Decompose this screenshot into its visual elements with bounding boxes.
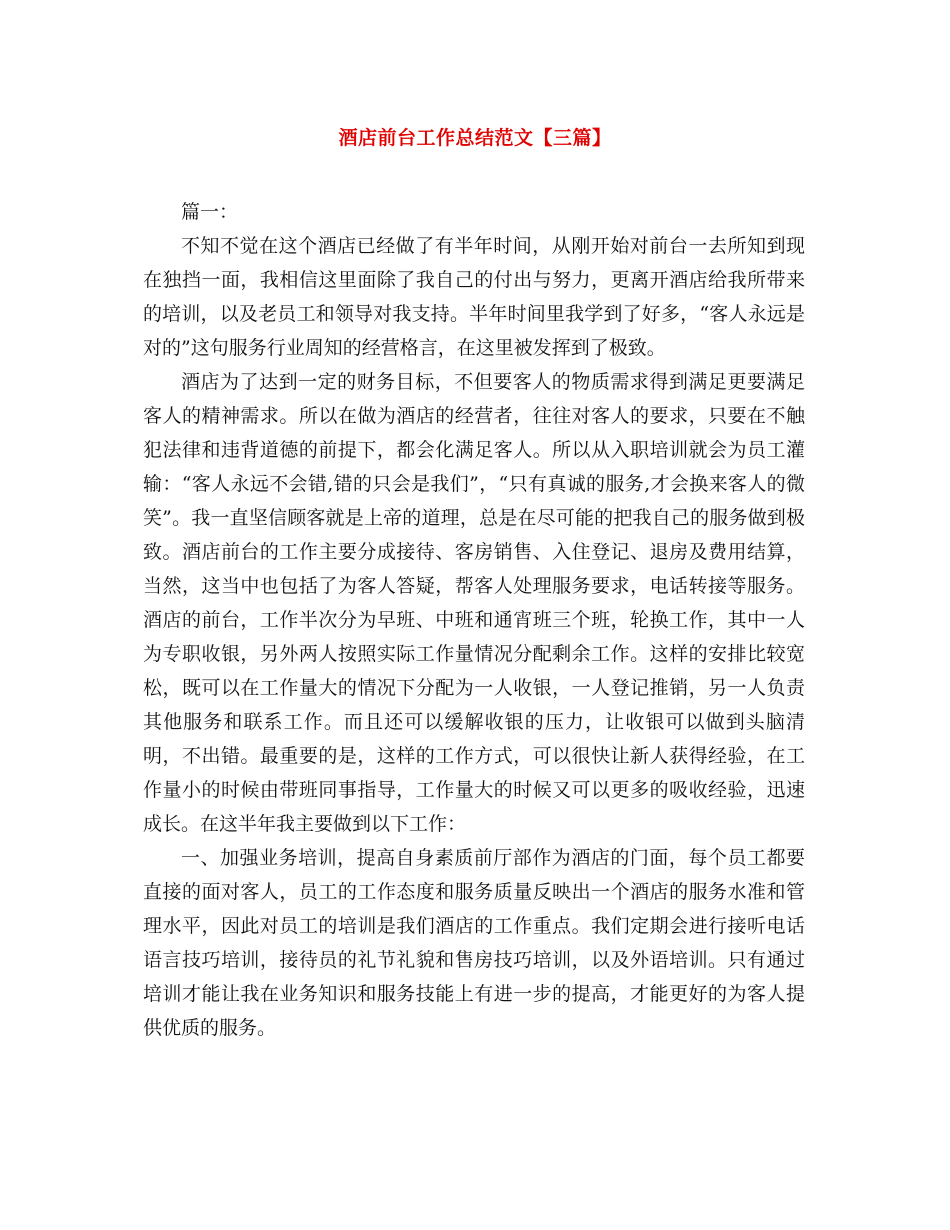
body-paragraph: 酒店为了达到一定的财务目标，不但要客人的物质需求得到满足更要满足客人的精神需求。所以在做为酒店的经营者，往往对客人的要求，只要在不触犯法律和违背道德的前提下，都会化满足客人。所以从入职培训就会为员工灌输：“客人永远不会错,错的只会是我们”，“只有真诚的服务,才会换来客人的微笑”。我一直坚信顾客就是上帝的道理，总是在尽可能的把我自己的服务做到极致。酒店前台的工作主要分成接待、客房销售、入住登记、退房及费用结算，当然，这当中也包括了为客人答疑，帮客人处理服务要求，电话转接等服务。酒店的前台，工作半次分为早班、中班和通宵班三个班，轮换工作，其中一人为专职收银，另外两人按照实际工作量情况分配剩余工作。这样的安排比较宽松，既可以在工作量大的情况下分配为一人收银，一人登记推销，另一人负责其他服务和联系工作。而且还可以缓解收银的压力，让收银可以做到头脑清明，不出错。最重要的是，这样的工作方式，可以很快让新人获得经验，在工作量小的时候由带班同事指导，工作量大的时候又可以更多的吸收经验，迅速成长。在这半年我主要做到以下工作： bbox=[143, 371, 805, 835]
document-body bbox=[143, 195, 805, 1045]
body-paragraph: 一、加强业务培训，提高自身素质前厅部作为酒店的门面，每个员工都要直接的面对客人，员工的工作态度和服务质量反映出一个酒店的服务水准和管理水平，因此对员工的培训是我们酒店的工作重点。我们定期会进行接听电话语言技巧培训，接待员的礼节礼貌和售房技巧培训，以及外语培训。只有通过培训才能让我在业务知识和服务技能上有进一步的提高，才能更好的为客人提供优质的服务。 bbox=[143, 847, 805, 1039]
section-heading: 篇一： bbox=[181, 201, 239, 223]
document-title: 酒店前台工作总结范文【三篇】 bbox=[338, 127, 612, 149]
body-paragraph: 不知不觉在这个酒店已经做了有半年时间，从刚开始对前台一去所知到现在独挡一面，我相信这里面除了我自己的付出与努力，更离开酒店给我所带来的培训，以及老员工和领导对我支持。半年时间里我学到了好多，“客人永远是对的”这句服务行业周知的经营格言，在这里被发挥到了极致。 bbox=[143, 235, 805, 359]
